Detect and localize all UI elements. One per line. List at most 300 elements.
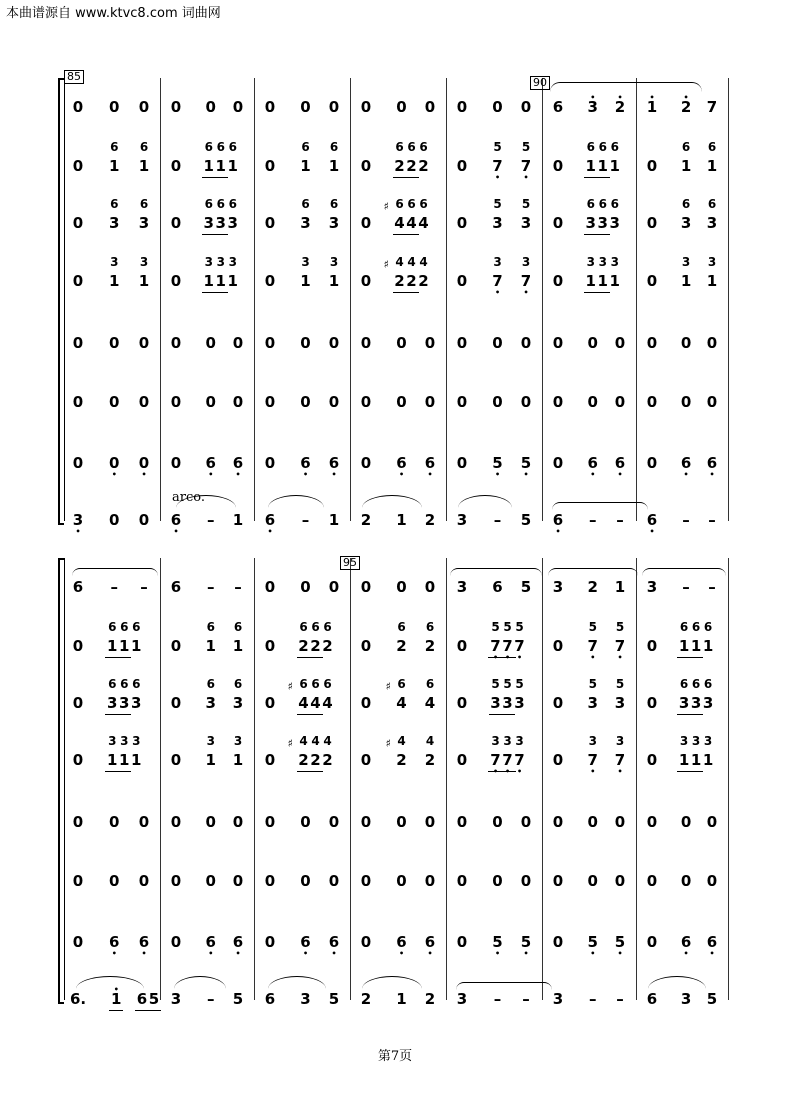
note: 1 (232, 511, 244, 529)
measure-number: 90 (530, 76, 550, 90)
chord-top: 5 (515, 677, 524, 691)
note: 7 • (518, 157, 534, 175)
note: 2 (396, 751, 407, 769)
note: 0 (614, 393, 626, 411)
note: 1 (583, 157, 599, 175)
note: – (708, 511, 716, 529)
chord-top: 6 (301, 140, 310, 154)
note: – (708, 578, 716, 596)
chord-top: 6 (299, 620, 308, 634)
note: 0 (552, 334, 564, 352)
chord-top: 6 (108, 677, 117, 691)
note: 0 (456, 813, 468, 831)
chord-top: 3 (610, 255, 619, 269)
note: 3 (492, 214, 503, 232)
note: 0 (328, 393, 340, 411)
note: 6 (134, 990, 150, 1008)
note: 1 (131, 637, 142, 655)
slur (458, 495, 512, 508)
note: 0 (360, 694, 372, 712)
note: 0 (109, 511, 120, 529)
barline (728, 78, 729, 521)
chord-top: 5 (491, 677, 500, 691)
note: 0 (552, 694, 564, 712)
note: 3 (646, 578, 658, 596)
chord-top: 3 (132, 734, 141, 748)
chord-top: 5 (588, 677, 597, 691)
note: 0 (264, 578, 276, 596)
note: 1 (116, 637, 132, 655)
note: 2 (308, 751, 324, 769)
note: 0 (264, 334, 276, 352)
note: 0 (72, 98, 84, 116)
note: 6 • (203, 454, 219, 472)
chord-top: 3 (586, 255, 595, 269)
note: 0 (360, 214, 372, 232)
chord-top: 5 (521, 197, 531, 211)
note: 3 (201, 214, 217, 232)
note: 0 (264, 694, 276, 712)
note: 0 (264, 98, 276, 116)
chord-top: 6 (691, 620, 701, 634)
chord-top: 6 (425, 677, 435, 691)
note: 3 • (70, 511, 86, 529)
slur (450, 568, 542, 579)
note: 0 (614, 813, 626, 831)
note: 0 (232, 813, 244, 831)
chord-top: 6 (323, 620, 332, 634)
note: 0 (300, 334, 311, 352)
note: 0 (109, 393, 120, 411)
note: 6 • (394, 933, 410, 951)
barline (350, 558, 351, 1000)
chord-top: 6 (233, 677, 243, 691)
note: 7 • (500, 637, 516, 655)
note: 3 (138, 214, 150, 232)
note: 1 (396, 990, 407, 1008)
note: 0 (706, 813, 718, 831)
chord-top: 6 (397, 620, 406, 634)
note: 3 (676, 694, 692, 712)
slur (362, 976, 422, 989)
note: 2 (392, 272, 408, 290)
note: 0 (232, 334, 244, 352)
note: 0 (205, 393, 216, 411)
chord-top: 6 (206, 620, 215, 634)
barline (542, 558, 543, 1000)
note: 0 (456, 454, 468, 472)
note: 0 (264, 272, 276, 290)
note: • 1 (108, 990, 124, 1008)
note: 3 (702, 694, 714, 712)
note: 0 (300, 813, 311, 831)
chord-top: 6 (598, 197, 607, 211)
chord-top: 5 (491, 620, 500, 634)
chord-top: 6 (707, 140, 717, 154)
note: 0 (109, 98, 120, 116)
note: 0 (587, 872, 598, 890)
note: 0 (587, 334, 598, 352)
note: 0 (170, 157, 182, 175)
chord-top: 6 (120, 677, 129, 691)
chord-top: 5 (615, 677, 625, 691)
system-1-system-line (64, 78, 65, 521)
note: 0 (72, 637, 84, 655)
note: 0 (264, 751, 276, 769)
note: – (207, 511, 215, 529)
note: 0 (520, 334, 532, 352)
chord-top: 6 (299, 677, 308, 691)
slur (648, 976, 706, 989)
note: 0 (72, 393, 84, 411)
note: 0 (138, 393, 150, 411)
note: 0 (646, 393, 658, 411)
chord-top: 6 (586, 197, 595, 211)
note: 2 (296, 751, 312, 769)
note: 0 (552, 393, 564, 411)
note: – (682, 578, 690, 596)
note: – (140, 578, 148, 596)
sharp-icon: ♯ (383, 258, 389, 271)
note: 7 (706, 98, 718, 116)
note: 0 (456, 334, 468, 352)
note: 6 • (298, 933, 314, 951)
note: 1 (328, 272, 340, 290)
note: 1 (583, 272, 599, 290)
barline (350, 78, 351, 521)
note: 6 • (326, 454, 342, 472)
chord-top: 6 (311, 677, 320, 691)
note: – (207, 578, 215, 596)
note: 0 (72, 157, 84, 175)
note: 0 (424, 872, 436, 890)
chord-top: 6 (703, 620, 713, 634)
note: 0 (360, 578, 372, 596)
note: 0 (72, 214, 84, 232)
note: 0 (424, 813, 436, 831)
note: • 1 (644, 98, 660, 116)
note: 6 • (136, 933, 152, 951)
note: 0 (205, 872, 216, 890)
note: 4 (396, 694, 407, 712)
note: 1 (396, 511, 407, 529)
note: 0 (552, 813, 564, 831)
chord-top: 6 (301, 197, 310, 211)
chord-top: 3 (615, 734, 625, 748)
note: 6 (646, 990, 658, 1008)
note: 0 (360, 157, 372, 175)
chord-top: 6 (139, 197, 149, 211)
barline (728, 558, 729, 1000)
chord-top: 6 (204, 140, 213, 154)
note: – (207, 990, 215, 1008)
note: – (616, 511, 624, 529)
note: 0 (109, 813, 120, 831)
note: • 2 (612, 98, 628, 116)
note: 0 (264, 454, 276, 472)
barline (446, 558, 447, 1000)
note: 0 (706, 334, 718, 352)
note: 7 • (585, 637, 601, 655)
note: 0 (264, 933, 276, 951)
note: 0 (360, 872, 372, 890)
chord-top: 3 (329, 255, 339, 269)
chord-top: 4 (419, 255, 428, 269)
chord-top: 5 (588, 620, 597, 634)
note: 1 (688, 751, 704, 769)
note: 0 (360, 813, 372, 831)
note: 1 (609, 272, 620, 290)
note: 3 (614, 694, 626, 712)
note: 3 (609, 214, 620, 232)
note: 6 (264, 990, 276, 1008)
note: 0 (646, 751, 658, 769)
note: 1 (213, 157, 229, 175)
note: 0 (232, 393, 244, 411)
chord-top: 3 (521, 255, 531, 269)
note: 0 (72, 694, 84, 712)
note: 0 (396, 872, 407, 890)
note: 3 (232, 694, 244, 712)
chord-top: 3 (120, 734, 129, 748)
note: 3 (583, 214, 599, 232)
note: 0 (492, 334, 503, 352)
chord-top: 6 (586, 140, 595, 154)
note: 5 (706, 990, 718, 1008)
note: 2 (396, 637, 407, 655)
note: 0 (328, 334, 340, 352)
note: 0 (520, 393, 532, 411)
note: 0 (138, 334, 150, 352)
chord-top: 6 (407, 197, 416, 211)
note: 0 (424, 98, 436, 116)
note: 1 (205, 751, 216, 769)
note: 1 (328, 511, 340, 529)
note: 0 (552, 933, 564, 951)
note: 0 (300, 578, 311, 596)
note: 2 (418, 157, 429, 175)
note: 5 • (490, 454, 506, 472)
chord-top: 6 (610, 140, 619, 154)
chord-top: 3 (233, 734, 243, 748)
note: 6 • (168, 511, 184, 529)
slur (362, 495, 422, 508)
measure-number: 95 (340, 556, 360, 570)
note: 6 (170, 578, 182, 596)
slur (642, 568, 726, 579)
note: 1 (205, 637, 216, 655)
note: 0 (300, 393, 311, 411)
chord-top: 4 (397, 734, 406, 748)
chord-top: 6 (216, 197, 225, 211)
note: – (110, 578, 118, 596)
note: 0 • (106, 454, 122, 472)
note: 5 (328, 990, 340, 1008)
note: 0 (205, 813, 216, 831)
chord-top: 5 (615, 620, 625, 634)
note: 0 (360, 454, 372, 472)
note: 1 (104, 637, 120, 655)
chord-top: 6 (110, 140, 119, 154)
note: 0 (138, 511, 150, 529)
sharp-icon: ♯ (385, 680, 391, 693)
note: 1 (227, 272, 238, 290)
note: 7 • (500, 751, 516, 769)
note: 6 (72, 578, 84, 596)
chord-top: 6 (311, 620, 320, 634)
note: 1 (227, 157, 238, 175)
note: 0 (360, 751, 372, 769)
note: 6 (492, 578, 503, 596)
note: 6 • (550, 511, 566, 529)
note: 3 (227, 214, 238, 232)
chord-top: 4 (311, 734, 320, 748)
note: 0 (170, 272, 182, 290)
note: 0 (614, 872, 626, 890)
chord-top: 3 (503, 734, 512, 748)
note: 0 (646, 872, 658, 890)
note: 2 (360, 990, 372, 1008)
note: 3 (213, 214, 229, 232)
note: – (589, 990, 597, 1008)
note: – (682, 511, 690, 529)
note: 1 (609, 157, 620, 175)
note: 0 (424, 334, 436, 352)
note: 3 (456, 578, 468, 596)
note: 0 (72, 272, 84, 290)
note: 0 (646, 813, 658, 831)
note: 0 (360, 272, 372, 290)
chord-top: 3 (204, 255, 213, 269)
note: 6 • (612, 454, 628, 472)
note: 2 (322, 637, 333, 655)
note: 0 (396, 98, 407, 116)
note: 0 (587, 813, 598, 831)
note: 6 • (298, 454, 314, 472)
note: 3 (520, 214, 532, 232)
note: 0 (300, 98, 311, 116)
note: 3 (456, 511, 468, 529)
note: 2 (404, 157, 420, 175)
note: 0 (396, 578, 407, 596)
note: 0 (264, 157, 276, 175)
note: 0 (170, 334, 182, 352)
chord-top: 6 (419, 197, 428, 211)
barline (160, 78, 161, 521)
note: 6. (70, 990, 87, 1008)
note: 0 (456, 272, 468, 290)
note: 4 (404, 214, 420, 232)
note: 1 (131, 751, 142, 769)
note: 1 (213, 272, 229, 290)
note: 5 • (585, 933, 601, 951)
note: 0 (232, 872, 244, 890)
note: 6 • (422, 933, 438, 951)
note: 0 (170, 637, 182, 655)
note: 2 (424, 637, 436, 655)
note: 0 (552, 872, 564, 890)
chord-top: 6 (419, 140, 428, 154)
note: 0 (424, 393, 436, 411)
note: 1 (116, 751, 132, 769)
note: 0 (646, 214, 658, 232)
chord-top: 3 (110, 255, 119, 269)
chord-top: 3 (679, 734, 689, 748)
note: 0 (680, 813, 692, 831)
note: 2 (404, 272, 420, 290)
chord-top: 6 (395, 197, 404, 211)
note: 0 (328, 578, 340, 596)
note: 6 • (704, 933, 720, 951)
note: 5 • (490, 933, 506, 951)
note: 0 (264, 393, 276, 411)
note: 7 • (490, 157, 506, 175)
chord-top: 6 (397, 677, 406, 691)
note: 0 (456, 933, 468, 951)
note: 0 (646, 694, 658, 712)
note: 0 (552, 157, 564, 175)
note: – (522, 990, 530, 1008)
note: 0 (205, 98, 216, 116)
note: 2 (418, 272, 429, 290)
chord-top: 3 (515, 734, 524, 748)
barline (636, 78, 637, 521)
note: – (493, 511, 502, 529)
slur (268, 495, 324, 508)
chord-top: 3 (228, 255, 237, 269)
note: 1 (109, 272, 120, 290)
note: 4 (424, 694, 436, 712)
note: 0 (170, 454, 182, 472)
slur (72, 568, 158, 579)
note: 7 • (512, 751, 528, 769)
note: 0 (360, 98, 372, 116)
note: 3 (514, 694, 525, 712)
note: – (589, 511, 597, 529)
note: 3 (104, 694, 120, 712)
note: 6 • (422, 454, 438, 472)
sharp-icon: ♯ (385, 737, 391, 750)
note: 0 (552, 751, 564, 769)
chord-top: 6 (228, 197, 237, 211)
note: 1 (702, 637, 714, 655)
tie (552, 502, 648, 513)
chord-top: 6 (204, 197, 213, 211)
chord-top: 6 (681, 197, 691, 211)
note: 6 • (394, 454, 410, 472)
note: 1 (232, 751, 244, 769)
barline (636, 558, 637, 1000)
chord-top: 6 (610, 197, 619, 211)
chord-top: 6 (598, 140, 607, 154)
slur (174, 976, 226, 989)
note: 6 • (585, 454, 601, 472)
note: 0 (706, 393, 718, 411)
note: 3 (300, 214, 311, 232)
note: 1 (328, 157, 340, 175)
chord-top: 3 (598, 255, 607, 269)
chord-top: 3 (216, 255, 225, 269)
note: 3 (680, 990, 692, 1008)
note: 0 (264, 872, 276, 890)
note: 0 (456, 872, 468, 890)
note: 0 (456, 157, 468, 175)
note: 6 • (230, 933, 246, 951)
note: 0 (170, 214, 182, 232)
note: 3 (205, 694, 216, 712)
note: 2 (424, 990, 436, 1008)
barline (254, 78, 255, 521)
